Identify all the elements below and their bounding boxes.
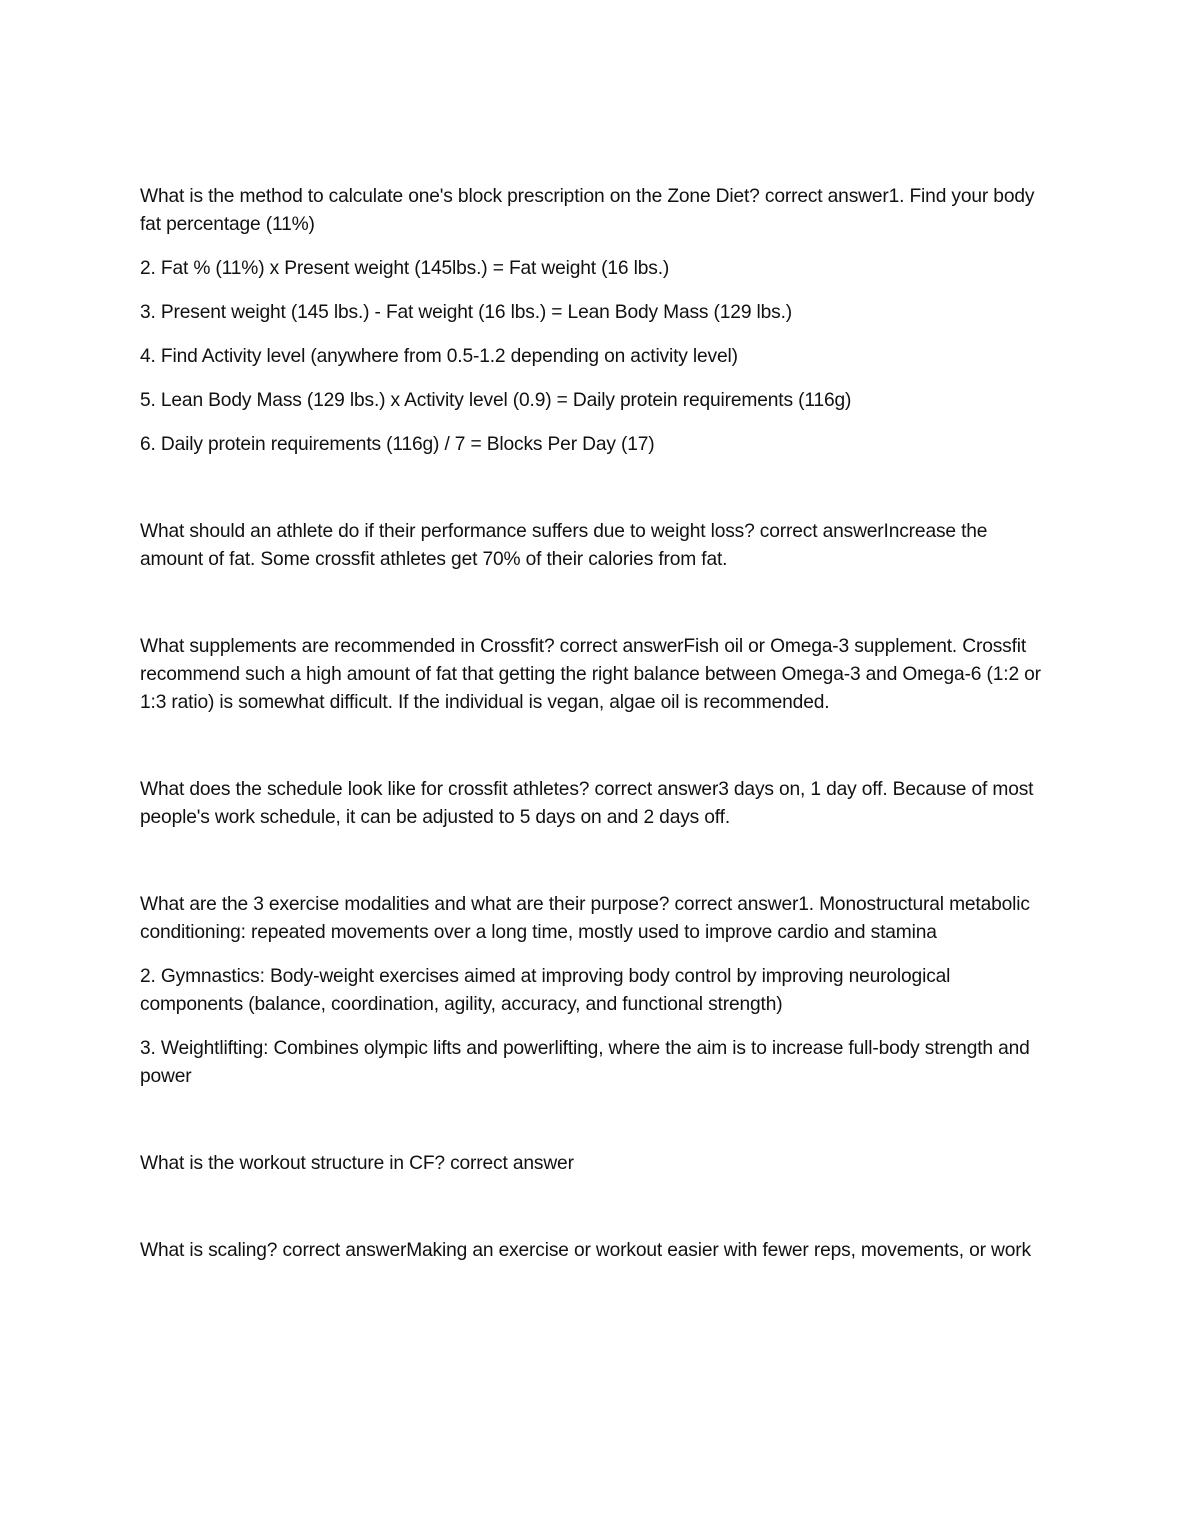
- qa-item-zone-diet-blocks: [140, 183, 1050, 459]
- paragraph: What does the schedule look like for crossfit athletes? correct answer3 days on, 1 day off. Because of most people's work schedule, it can be adjusted to 5 days on and 2 days off.: [140, 779, 1034, 828]
- qa-item-supplements: [140, 633, 1050, 717]
- qa-item-schedule: [140, 776, 1050, 832]
- paragraph: 6. Daily protein requirements (116g) / 7 = Blocks Per Day (17): [140, 434, 655, 455]
- document-page: [140, 183, 1050, 1265]
- paragraph: What should an athlete do if their performance suffers due to weight loss? correct answerIncrease the amount of fat. Some crossfit athletes get 70% of their calories from fat.: [140, 521, 988, 570]
- qa-item-exercise-modalities: [140, 891, 1050, 1091]
- paragraph: What are the 3 exercise modalities and what are their purpose? correct answer1. Monostructural metabolic conditioning: repeated movements over a long time, mostly used to improve cardio and stamina: [140, 894, 1030, 943]
- qa-item-workout-structure: [140, 1150, 1050, 1178]
- paragraph: What is the workout structure in CF? correct answer: [140, 1153, 574, 1174]
- paragraph: 5. Lean Body Mass (129 lbs.) x Activity level (0.9) = Daily protein requirements (116g): [140, 390, 852, 411]
- paragraph: 2. Fat % (11%) x Present weight (145lbs.) = Fat weight (16 lbs.): [140, 258, 670, 279]
- paragraph: 2. Gymnastics: Body-weight exercises aimed at improving body control by improving neurological components (balance, coordination, agility, accuracy, and functional strength): [140, 966, 951, 1015]
- qa-item-performance-weight-loss: [140, 518, 1050, 574]
- paragraph: What supplements are recommended in Crossfit? correct answerFish oil or Omega-3 supplement. Crossfit recommend such a high amount of fat that getting the right balance between Omega-3 and Omega-6 (1:2 or 1:3 ratio) is somewhat difficult. If the individual is vegan, algae oil is recommended.: [140, 636, 1041, 713]
- paragraph: What is the method to calculate one's block prescription on the Zone Diet? correct answer1. Find your body fat percentage (11%): [140, 186, 1035, 235]
- paragraph: 3. Present weight (145 lbs.) - Fat weight (16 lbs.) = Lean Body Mass (129 lbs.): [140, 302, 793, 323]
- qa-item-scaling: [140, 1237, 1050, 1265]
- paragraph: 4. Find Activity level (anywhere from 0.5-1.2 depending on activity level): [140, 346, 738, 367]
- paragraph: 3. Weightlifting: Combines olympic lifts and powerlifting, where the aim is to increase full-body strength and power: [140, 1038, 1030, 1087]
- paragraph: What is scaling? correct answerMaking an exercise or workout easier with fewer reps, movements, or work: [140, 1240, 1031, 1261]
